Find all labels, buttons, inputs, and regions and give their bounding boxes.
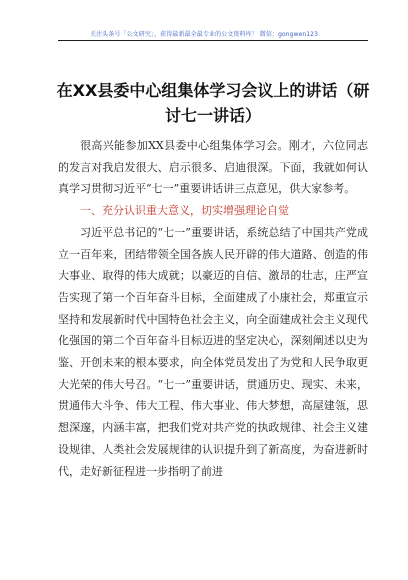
intro-paragraph: 很高兴能参加XX县委中心组集体学习会。刚才，六位同志的发言对我启发很大、启示很多、启迪很深。下面，我就如何认真学习贯彻习近平“七一”重要讲话讲三点意见，供大家参考。	[58, 139, 368, 196]
header-divider	[58, 40, 368, 41]
document-body	[58, 135, 368, 482]
section-paragraph: 习近平总书记的“七一”重要讲话，系统总结了中国共产党成立一百年来，团结带领全国各族人民开辟的伟大道路、创造的伟大事业、取得的伟大成就；以豪迈的自信、激昂的壮志，庄严宣告实现了第一个百年奋斗目标，全面建成了小康社会，郑重宣示坚持和发展新时代中国特色社会主义，向全面建成社会主义现代化强国的第二个百年奋斗目标迈进的坚定决心，深刻阐述以史为鉴、开创未来的根本要求，向全体党员发出了为党和人民争取更大光荣的伟大号召。“七一”重要讲话，贯通历史、现实、未来，贯通伟大斗争、伟大工程、伟大事业、伟大梦想，高屋建瓴，思想深邃，内涵丰富，把我们党对共产党的执政规律、社会主义建设规律、人类社会发展规律的认识提升到了新高度，为奋进新时代，走好新征程进一步指明了前进	[58, 225, 368, 478]
document-title: 在XX县委中心组集体学习会议上的讲话（研讨七一讲话）	[56, 81, 370, 125]
header-note: 关注头条号「公文研究」，获得最新最全最专业的公文资料库！ 微信：gongwen123	[89, 31, 319, 38]
section-heading: 一、充分认识重大意义，切实增强理论自觉	[80, 204, 289, 218]
